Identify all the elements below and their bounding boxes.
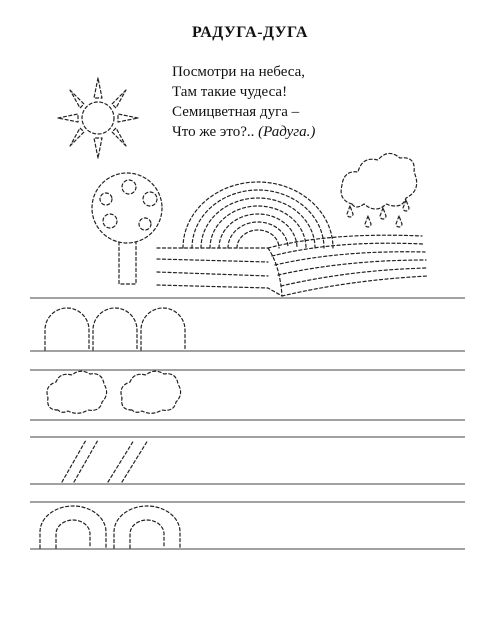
rainbow-icon bbox=[183, 182, 333, 248]
ruled-lines bbox=[30, 298, 465, 549]
exercise-double-arches bbox=[40, 506, 180, 548]
hills-icon bbox=[157, 235, 428, 296]
poem-answer: (Радуга.) bbox=[258, 124, 316, 140]
tree-icon bbox=[92, 173, 162, 284]
sun-icon bbox=[58, 78, 138, 158]
exercise-arches bbox=[45, 308, 185, 350]
page-title: РАДУГА-ДУГА bbox=[192, 24, 308, 41]
poem-line-3: Семицветная дуга – bbox=[172, 104, 300, 120]
raindrop-icon bbox=[347, 200, 409, 227]
poem-line-2: Там такие чудеса! bbox=[172, 84, 288, 100]
exercise-clouds bbox=[47, 371, 181, 413]
poem-question: Что же это?.. bbox=[172, 124, 255, 140]
poem-line-1: Посмотри на небеса, bbox=[172, 64, 306, 80]
exercise-diagonals bbox=[62, 440, 148, 482]
